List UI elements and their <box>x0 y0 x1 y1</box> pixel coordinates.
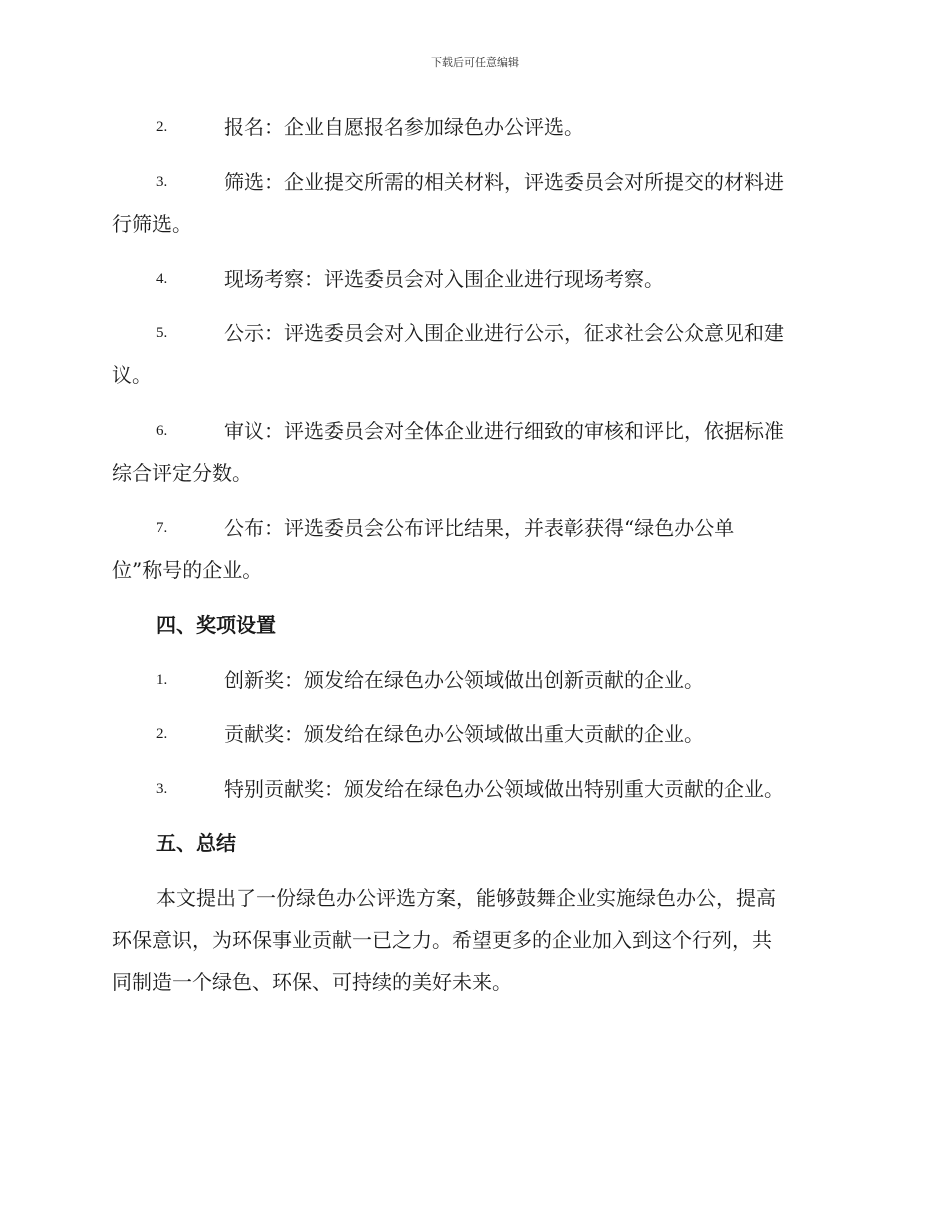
award-item <box>112 768 834 810</box>
summary-paragraph <box>112 877 834 1003</box>
step-number: 5. <box>156 325 168 341</box>
process-step <box>112 312 834 396</box>
step-text: 公示：评选委员会对入围企业进行公示，征求社会公众意见和建 <box>224 321 784 345</box>
summary-line: 同制造一个绿色、环保、可持续的美好未来。 <box>112 970 512 994</box>
award-text: 特别贡献奖：颁发给在绿色办公领域做出特别重大贡献的企业。 <box>224 777 784 801</box>
process-step <box>112 410 834 494</box>
process-step <box>112 507 834 591</box>
award-text: 贡献奖：颁发给在绿色办公领域做出重大贡献的企业。 <box>224 722 704 746</box>
step-text-cont: 综合评定分数。 <box>112 461 252 485</box>
step-number: 7. <box>156 520 168 536</box>
award-item <box>112 659 834 701</box>
award-number: 2. <box>156 726 168 742</box>
step-number: 2. <box>156 119 168 135</box>
award-item <box>112 713 834 755</box>
summary-line: 环保意识，为环保事业贡献一已之力。希望更多的企业加入到这个行列，共 <box>112 928 772 952</box>
page-header-note: 下载后可任意编辑 <box>431 56 519 69</box>
step-text: 现场考察：评选委员会对入围企业进行现场考察。 <box>224 267 664 291</box>
step-text: 公布：评选委员会公布评比结果，并表彰获得“绿色办公单 <box>224 516 735 540</box>
step-text: 审议：评选委员会对全体企业进行细致的审核和评比，依据标准 <box>224 419 784 443</box>
award-number: 3. <box>156 781 168 797</box>
award-text: 创新奖：颁发给在绿色办公领域做出创新贡献的企业。 <box>224 668 704 692</box>
step-text-cont: 行筛选。 <box>112 212 192 236</box>
award-number: 1. <box>156 672 168 688</box>
step-number: 4. <box>156 271 168 287</box>
step-number: 3. <box>156 174 168 190</box>
step-text-cont: 位”称号的企业。 <box>112 558 263 582</box>
process-step <box>112 258 834 300</box>
step-text-cont: 议。 <box>112 363 152 387</box>
section-heading-awards: 四、奖项设置 <box>156 613 276 637</box>
process-step <box>112 106 834 148</box>
step-text: 筛选：企业提交所需的相关材料，评选委员会对所提交的材料进 <box>224 170 784 194</box>
process-step <box>112 161 834 245</box>
summary-line: 本文提出了一份绿色办公评选方案，能够鼓舞企业实施绿色办公，提高 <box>156 886 776 910</box>
step-number: 6. <box>156 423 168 439</box>
section-heading-summary: 五、总结 <box>156 831 236 855</box>
step-text: 报名：企业自愿报名参加绿色办公评选。 <box>224 115 584 139</box>
